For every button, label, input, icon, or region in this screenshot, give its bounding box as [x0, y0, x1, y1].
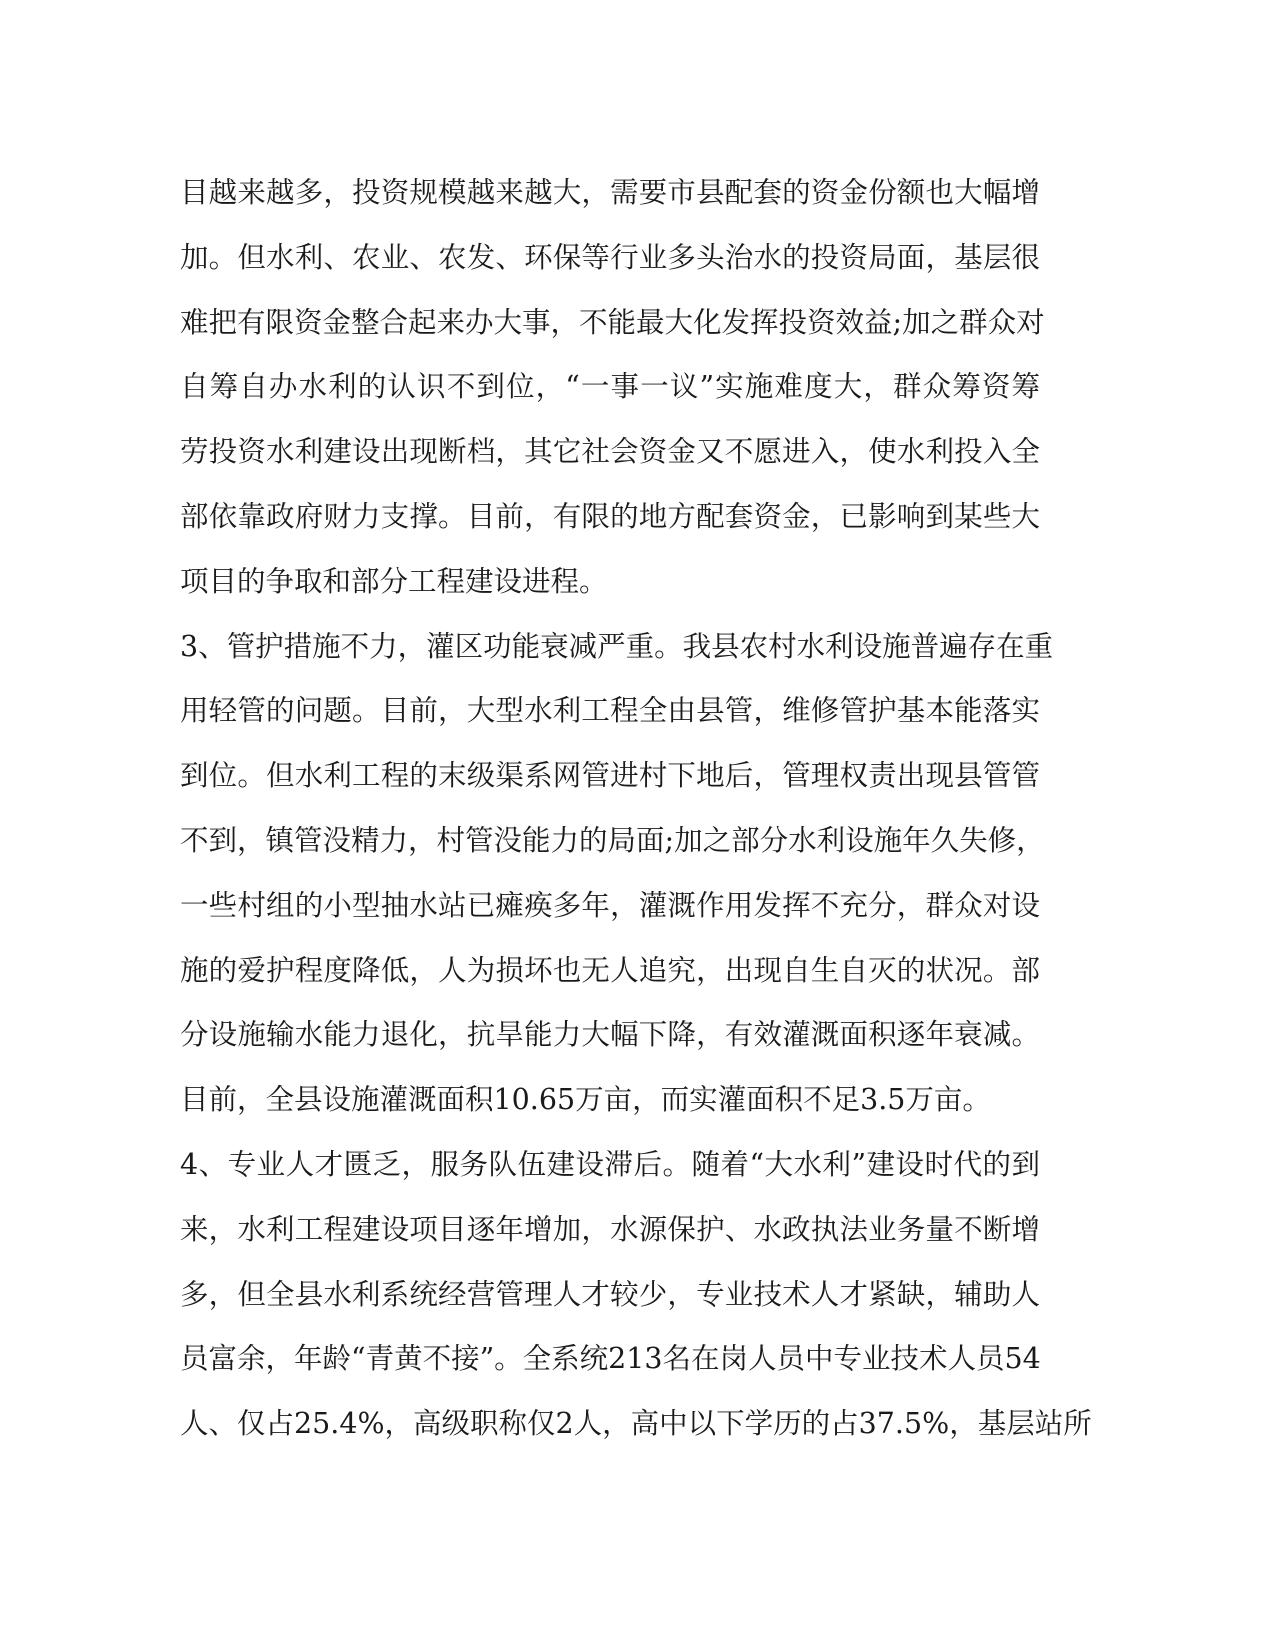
text-line: 目前，全县设施灌溉面积10.65万亩，而实灌面积不足3.5万亩。: [180, 1083, 991, 1117]
text-line: 自筹自办水利的认识不到位，“一事一议”实施难度大，群众筹资筹: [180, 370, 1040, 404]
text-line: 多，但全县水利系统经营管理人才较少，专业技术人才紧缺，辅助人: [180, 1277, 1040, 1311]
text-line: 部依靠政府财力支撑。目前，有限的地方配套资金，已影响到某些大: [180, 499, 1040, 533]
text-line: 分设施输水能力退化，抗旱能力大幅下降，有效灌溉面积逐年衰减。: [180, 1018, 1040, 1052]
text-line: 项目的争取和部分工程建设进程。: [180, 564, 608, 598]
text-line: 用轻管的问题。目前，大型水利工程全由县管，维修管护基本能落实: [180, 694, 1040, 728]
text-line: 目越来越多，投资规模越来越大，需要市县配套的资金份额也大幅增: [180, 176, 1040, 209]
text-line: 到位。但水利工程的末级渠系网管进村下地后，管理权责出现县管管: [180, 759, 1040, 793]
text-line: 难把有限资金整合起来办大事，不能最大化发挥投资效益;加之群众对: [180, 305, 1045, 339]
text-line: 不到，镇管没精力，村管没能力的局面;加之部分水利设施年久失修，: [180, 823, 1045, 857]
text-line: 3、管护措施不力，灌区功能衰减严重。我县农村水利设施普遍存在重: [180, 629, 1054, 663]
text-line: 加。但水利、农业、农发、环保等行业多头治水的投资局面，基层很: [180, 240, 1040, 274]
text-line: 人、仅占25.4%，高级职称仅2人，高中以下学历的占37.5%，基层站所: [180, 1407, 1092, 1441]
text-line: 施的爱护程度降低，人为损坏也无人追究，出现自生自灭的状况。部: [180, 953, 1040, 987]
text-line: 员富余，年龄“青黄不接”。全系统213名在岗人员中专业技术人员54: [180, 1342, 1041, 1376]
body-text: [180, 161, 1092, 1457]
text-line: 来，水利工程建设项目逐年增加，水源保护、水政执法业务量不断增: [180, 1212, 1040, 1246]
text-line: 一些村组的小型抽水站已瘫痪多年，灌溉作用发挥不充分，群众对设: [180, 888, 1040, 922]
text-line: 劳投资水利建设出现断档，其它社会资金又不愿进入，使水利投入全: [180, 435, 1040, 469]
text-line: 4、专业人才匮乏，服务队伍建设滞后。随着“大水利”建设时代的到: [180, 1147, 1040, 1181]
